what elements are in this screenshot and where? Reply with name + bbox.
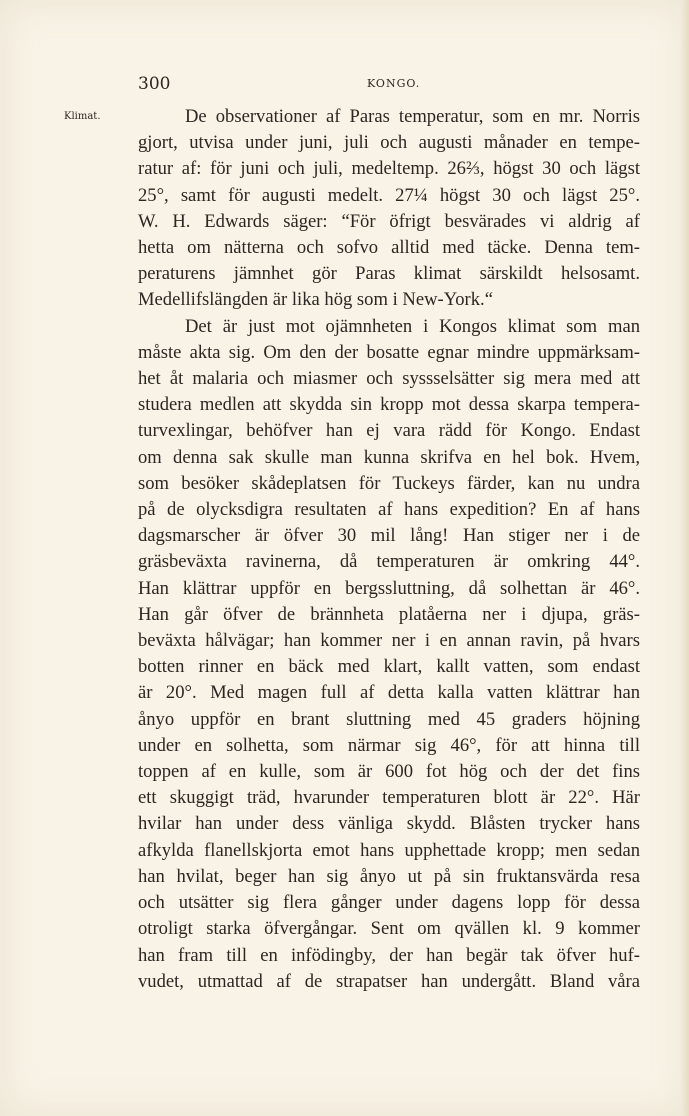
text-line: och utsätter sig flera gånger under dagens lopp för dessa — [138, 892, 640, 914]
text-line: beväxta hålvägar; han kommer ner i en annan ravin, på hvars — [138, 630, 640, 652]
text-line: hetta om nätterna och sofvo alltid med täcke. Denna tem- — [138, 237, 640, 259]
text-line: hvilar han under dess vänliga skydd. Blåsten trycker hans — [138, 813, 640, 835]
text-line: De observationer af Paras temperatur, som en mr. Norris — [185, 106, 640, 127]
text-line: Medellifslängden är lika hög som i New-York.“ — [138, 289, 493, 311]
text-line: vudet, utmattad af de strapatser han undergått. Bland våra — [138, 970, 640, 992]
text-line: ånyo uppför en brant sluttning med 45 graders höjning — [138, 708, 640, 730]
text-line: afkylda flanellskjorta emot hans upphettade kropp; men sedan — [138, 839, 640, 861]
text-line: gjort, utvisa under juni, juli och augusti månader en tempe- — [138, 132, 640, 154]
margin-note: Klimat. — [64, 111, 101, 122]
text-line: måste akta sig. Om den der bosatte egnar mindre uppmärksam- — [138, 341, 640, 363]
running-head: KONGO. — [367, 77, 421, 90]
text-line: Det är just mot ojämnheten i Kongos klimat som man — [185, 315, 640, 337]
text-line: botten rinner en bäck med klart, kallt vatten, som endast — [138, 656, 640, 678]
text-line: gräsbeväxta ravinerna, då temperaturen är omkring 44°. — [138, 551, 640, 573]
paragraph — [138, 314, 640, 995]
text-line: på de olycksdigra resultaten af hans expedition? En af hans — [138, 499, 640, 521]
page-number: 300 — [138, 74, 171, 94]
text-line: otroligt starka öfvergångar. Sent om qvällen kl. 9 kommer — [138, 918, 640, 940]
text-line: Han klättrar uppför en bergssluttning, då solhettan är 46°. — [138, 577, 640, 599]
text-line: om denna sak skulle man kunna skrifva en hel bok. Hvem, — [138, 446, 640, 468]
text-line: under en solhetta, som närmar sig 46°, för att hinna till — [138, 734, 640, 756]
text-line: han hvilat, beger han sig ånyo ut på sin fruktansvärda resa — [138, 865, 640, 887]
text-line: peraturens jämnhet gör Paras klimat särskildt helsosamt. — [138, 263, 640, 285]
text-line: är 20°. Med magen full af detta kalla vatten klättrar han — [138, 682, 640, 704]
text-line: studera medlen att skydda sin kropp mot dessa skarpa tempera- — [138, 394, 640, 416]
text-line: som besöker skådeplatsen för Tuckeys färder, kan nu undra — [138, 472, 640, 494]
page-edge — [681, 0, 689, 1116]
text-line: toppen af en kulle, som är 600 fot hög och der det fins — [138, 761, 640, 783]
text-line: ratur af: för juni och juli, medeltemp. 26⅔, högst 30 och lägst — [138, 158, 640, 180]
text-line: het åt malaria och miasmer och syssselsätter sig mera med att — [138, 368, 640, 390]
body-text — [138, 104, 640, 995]
text-line: Han går öfver de brännheta platåerna ner i djupa, gräs- — [138, 603, 640, 625]
text-line: ett skuggigt träd, hvarunder temperaturen blott är 22°. Här — [138, 787, 640, 809]
text-line: dagsmarscher är öfver 30 mil lång! Han stiger ner i de — [138, 525, 640, 547]
paragraph — [138, 104, 640, 314]
text-line: W. H. Edwards säger: “För öfrigt besvärades vi aldrig af — [138, 210, 640, 232]
text-line: turvexlingar, behöfver han ej vara rädd för Kongo. Endast — [138, 420, 640, 442]
text-line: 25°, samt för augusti medelt. 27¼ högst 30 och lägst 25°. — [138, 184, 640, 206]
text-line: han fram till en infödingby, der han begär tak öfver huf- — [138, 944, 640, 966]
